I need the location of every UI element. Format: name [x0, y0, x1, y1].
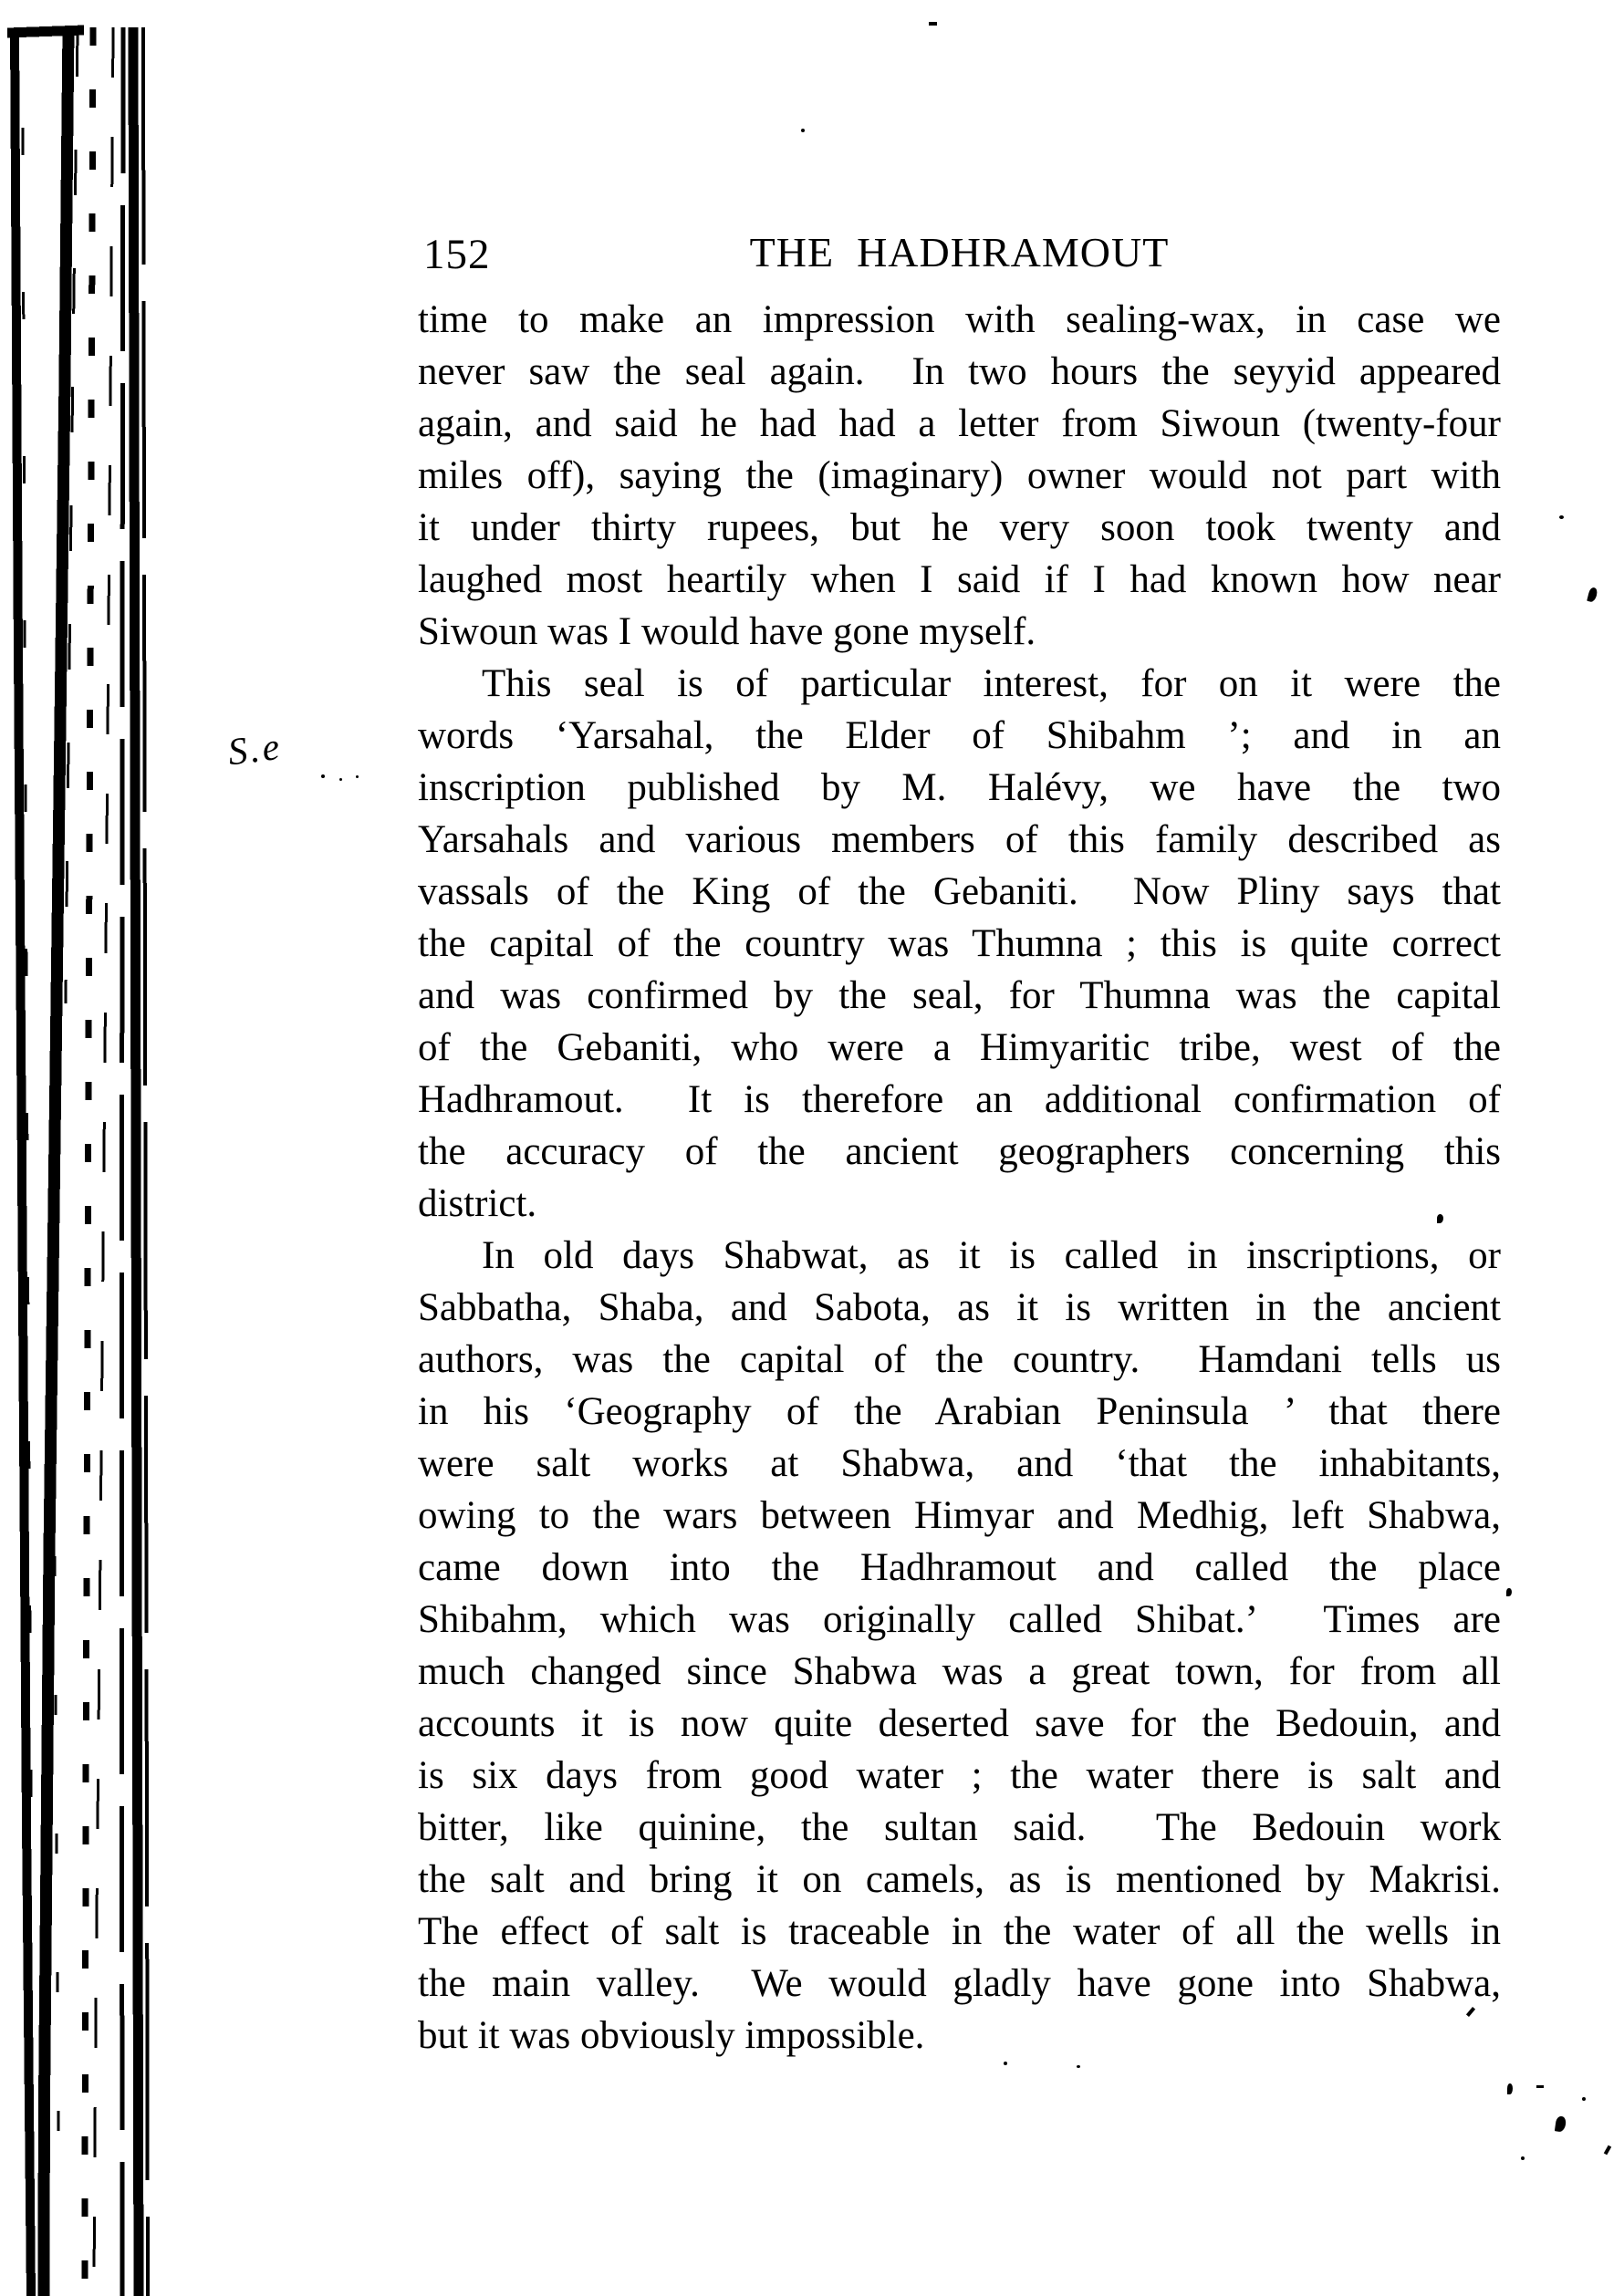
scan-speck	[1521, 2156, 1525, 2160]
text-line: Hadhramout. It is therefore an additional confirmation of	[418, 1078, 1501, 1121]
page-number: 152	[423, 231, 491, 278]
scan-speck	[1559, 515, 1564, 519]
scan-speck	[1507, 2083, 1513, 2094]
text-line: it under thirty rupees, but he very soon took twenty and	[418, 506, 1501, 549]
text-line: the accuracy of the ancient geographers concerning this	[418, 1130, 1501, 1173]
text-line: Sabbatha, Shaba, and Sabota, as it is written in the ancient	[418, 1286, 1501, 1329]
text-line: the capital of the country was Thumna ; this is quite correct	[418, 922, 1501, 965]
text-line: in his ‘Geography of the Arabian Peninsula ’ that there	[418, 1390, 1501, 1433]
text-line: time to make an impression with sealing-wax, in case we	[418, 298, 1501, 341]
text-line: authors, was the capital of the country. Hamdani tells us	[418, 1338, 1501, 1381]
text-line: owing to the wars between Himyar and Medhig, left Shabwa,	[418, 1494, 1501, 1537]
text-line: never saw the seal again. In two hours the seyyid appeared	[418, 350, 1501, 393]
text-line: and was confirmed by the seal, for Thumna was the capital	[418, 974, 1501, 1017]
text-line: but it was obviously impossible.	[418, 2014, 925, 2057]
scan-speck	[1604, 2145, 1611, 2156]
text-line: vassals of the King of the Gebaniti. Now Pliny says that	[418, 870, 1501, 913]
text-line: This seal is of particular interest, for on it were the	[482, 662, 1501, 705]
text-line: of the Gebaniti, who were a Himyaritic tribe, west of the	[418, 1026, 1501, 1069]
scan-speck	[1555, 2115, 1567, 2132]
text-line: again, and said he had had a letter from Siwoun (twenty-four	[418, 402, 1501, 445]
text-line: the salt and bring it on camels, as is mentioned by Makrisi.	[418, 1858, 1501, 1901]
book-gutter-artifact	[0, 0, 160, 2296]
scan-speck	[1536, 2085, 1544, 2088]
text-line: accounts it is now quite deserted save for the Bedouin, and	[418, 1702, 1501, 1745]
text-line: words ‘Yarsahal, the Elder of Shibahm ’; and in an	[418, 714, 1501, 757]
text-line: were salt works at Shabwa, and ‘that the inhabitants,	[418, 1442, 1501, 1485]
text-line: Shibahm, which was originally called Shibat.’ Times are	[418, 1598, 1501, 1641]
margin-annotation	[225, 725, 285, 775]
scan-speck	[1077, 2065, 1080, 2068]
margin-annotation-dot	[321, 774, 325, 778]
text-line: miles off), saying the (imaginary) owner would not part with	[418, 454, 1501, 497]
margin-annotation-dot	[339, 778, 342, 781]
text-line: district.	[418, 1182, 537, 1225]
text-line: the main valley. We would gladly have gone into Shabwa,	[418, 1962, 1501, 2005]
text-line: Siwoun was I would have gone myself.	[418, 610, 1036, 653]
text-line: The effect of salt is traceable in the water of all the wells in	[418, 1910, 1501, 1953]
text-line: Yarsahals and various members of this family described as	[418, 818, 1501, 861]
scan-speck	[801, 129, 805, 132]
margin-annotation-text: S.e	[225, 725, 285, 774]
text-line: much changed since Shabwa was a great town, for from all	[418, 1650, 1501, 1693]
page-header	[418, 228, 1501, 283]
text-line: inscription published by M. Halévy, we have the two	[418, 766, 1501, 809]
body-text	[418, 294, 1501, 2062]
text-line: In old days Shabwat, as it is called in inscriptions, or	[482, 1234, 1501, 1277]
scan-speck	[929, 22, 937, 26]
scan-speck	[1004, 2062, 1007, 2065]
text-line: came down into the Hadhramout and called the place	[418, 1546, 1501, 1589]
scan-speck	[1587, 587, 1598, 603]
margin-annotation-dot	[356, 775, 359, 778]
text-line: bitter, like quinine, the sultan said. The Bedouin work	[418, 1806, 1501, 1849]
scan-speck	[1582, 2097, 1586, 2101]
running-title: THE HADHRAMOUT	[749, 229, 1170, 275]
text-line: is six days from good water ; the water there is salt and	[418, 1754, 1501, 1797]
scan-speck	[1506, 1588, 1512, 1596]
text-line: laughed most heartily when I said if I had known how near	[418, 558, 1501, 601]
